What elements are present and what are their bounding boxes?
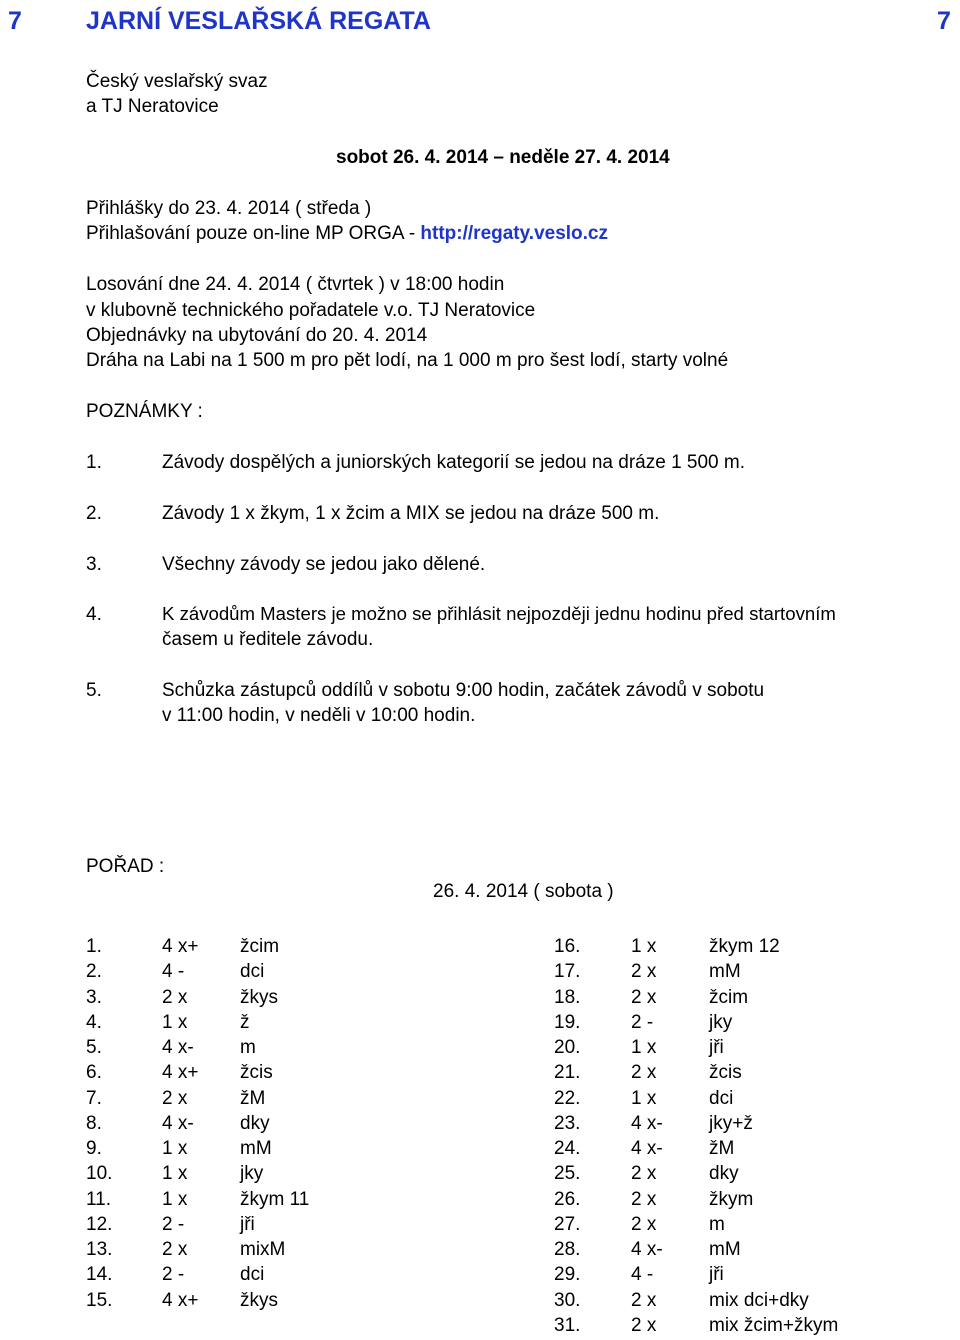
race-boat: 2 x: [162, 1087, 188, 1109]
race-category: mix žcim+žkym: [709, 1314, 839, 1336]
race-boat: 2 -: [162, 1264, 185, 1286]
race-number: 16.: [554, 936, 581, 957]
race-category: žkym: [709, 1188, 754, 1210]
draw-info-line-2: v klubovně technického pořadatele v.o. TJ Neratovice: [86, 300, 536, 321]
race-category: dci: [240, 961, 265, 983]
organizer-line-2: a TJ Neratovice: [86, 96, 219, 117]
race-category: m: [709, 1213, 725, 1235]
race-number: 5.: [86, 1037, 102, 1058]
note-text: Všechny závody se jedou jako dělené.: [162, 554, 486, 575]
race-category: mM: [240, 1138, 272, 1159]
race-number: 17.: [554, 961, 581, 983]
page-title: JARNÍ VESLAŘSKÁ REGATA: [86, 7, 431, 35]
race-number: 20.: [554, 1037, 581, 1058]
race-boat: 1 x: [162, 1163, 188, 1185]
race-boat: 2 x: [631, 1289, 657, 1311]
race-category: žkys: [240, 1289, 278, 1311]
registration-link[interactable]: http://regaty.veslo.cz: [420, 223, 609, 244]
race-number: 27.: [554, 1213, 581, 1235]
race-category: ž: [240, 1011, 250, 1033]
race-boat: 1 x: [162, 1188, 188, 1210]
race-boat: 4 x-: [631, 1138, 663, 1159]
race-number: 28.: [554, 1239, 581, 1260]
race-category: žcis: [240, 1062, 273, 1084]
race-boat: 4 x-: [631, 1239, 663, 1260]
race-boat: 4 x-: [162, 1037, 194, 1058]
race-number: 8.: [86, 1112, 102, 1134]
race-category: žcim: [240, 936, 280, 957]
race-boat: 4 x+: [162, 1289, 199, 1311]
race-category: žcim: [709, 986, 749, 1008]
race-category: dci: [240, 1264, 265, 1286]
race-boat: 2 x: [162, 1239, 188, 1260]
organizer-line-1: Český veslařský svaz: [86, 71, 268, 92]
notes-heading: POZNÁMKY :: [86, 401, 203, 422]
race-category: dky: [240, 1112, 270, 1134]
race-category: jři: [709, 1037, 724, 1058]
page-number-left: 7: [8, 7, 22, 35]
note-number: 4.: [86, 604, 102, 625]
race-number: 25.: [554, 1163, 581, 1185]
race-boat: 2 x: [631, 1213, 657, 1235]
race-number: 7.: [86, 1087, 102, 1109]
race-boat: 4 x+: [162, 936, 199, 957]
note-number: 2.: [86, 503, 102, 524]
race-number: 29.: [554, 1264, 581, 1286]
entries-deadline: Přihlášky do 23. 4. 2014 ( středa ): [86, 198, 372, 219]
race-category: dky: [709, 1163, 739, 1185]
race-boat: 4 x-: [162, 1112, 194, 1134]
race-category: žM: [240, 1087, 266, 1109]
race-category: m: [240, 1037, 256, 1058]
race-number: 1.: [86, 936, 102, 957]
race-number: 14.: [86, 1264, 113, 1286]
race-number: 23.: [554, 1112, 581, 1134]
race-category: žM: [709, 1138, 735, 1159]
race-number: 18.: [554, 986, 581, 1008]
race-boat: 2 -: [162, 1213, 185, 1235]
race-number: 4.: [86, 1011, 102, 1033]
race-number: 15.: [86, 1289, 113, 1311]
race-number: 26.: [554, 1188, 581, 1210]
program-heading: POŘAD :: [86, 856, 165, 877]
race-number: 19.: [554, 1011, 581, 1033]
race-boat: 2 x: [162, 986, 188, 1008]
race-boat: 4 x+: [162, 1062, 199, 1084]
note-number: 5.: [86, 680, 102, 701]
note-text: Schůzka zástupců oddílů v sobotu 9:00 hodin, začátek závodů v sobotu: [162, 680, 765, 701]
race-boat: 1 x: [631, 1037, 657, 1058]
race-category: žkys: [240, 986, 278, 1008]
race-category: žcis: [709, 1062, 742, 1084]
race-number: 13.: [86, 1239, 113, 1260]
online-registration-text: Přihlašování pouze on-line MP ORGA -: [86, 223, 421, 244]
note-text: K závodům Masters je možno se přihlásit nejpozději jednu hodinu před startovním: [162, 603, 836, 624]
course-info: Dráha na Labi na 1 500 m pro pět lodí, na 1 000 m pro šest lodí, starty volné: [86, 350, 729, 371]
race-boat: 1 x: [162, 1138, 188, 1159]
race-number: 30.: [554, 1289, 581, 1311]
note-text: v 11:00 hodin, v neděli v 10:00 hodin.: [162, 705, 476, 726]
draw-info-line-1: Losování dne 24. 4. 2014 ( čtvrtek ) v 18:00 hodin: [86, 274, 505, 295]
race-number: 12.: [86, 1213, 113, 1235]
race-number: 24.: [554, 1138, 581, 1159]
program-day: 26. 4. 2014 ( sobota ): [433, 881, 614, 902]
race-category: jři: [709, 1264, 724, 1286]
race-category: jři: [240, 1213, 255, 1235]
race-boat: 1 x: [631, 1087, 657, 1109]
note-number: 1.: [86, 452, 102, 473]
race-category: jky: [709, 1011, 733, 1033]
race-number: 3.: [86, 986, 102, 1008]
race-category: dci: [709, 1087, 734, 1109]
race-category: mM: [709, 1239, 741, 1260]
race-category: žkym 11: [240, 1188, 310, 1210]
race-number: 9.: [86, 1138, 102, 1159]
online-registration: [86, 224, 608, 243]
race-boat: 1 x: [631, 936, 657, 957]
race-number: 11.: [86, 1188, 112, 1210]
race-category: mixM: [240, 1239, 286, 1260]
page-number-right: 7: [937, 7, 951, 35]
race-boat: 2 x: [631, 961, 657, 983]
race-number: 21.: [554, 1062, 581, 1084]
race-boat: 2 -: [631, 1011, 654, 1033]
race-boat: 1 x: [162, 1011, 188, 1033]
race-boat: 2 x: [631, 1163, 657, 1185]
race-category: mix dci+dky: [709, 1289, 809, 1311]
race-boat: 2 x: [631, 1062, 657, 1084]
event-dates: sobot 26. 4. 2014 – neděle 27. 4. 2014: [336, 147, 670, 168]
race-number: 2.: [86, 961, 102, 983]
race-number: 31.: [554, 1314, 581, 1336]
race-boat: 2 x: [631, 1188, 657, 1210]
race-category: mM: [709, 961, 741, 983]
race-boat: 2 x: [631, 1314, 657, 1336]
race-boat: 4 x-: [631, 1112, 663, 1134]
race-boat: 2 x: [631, 986, 657, 1008]
race-boat: 4 -: [162, 961, 185, 983]
race-number: 6.: [86, 1062, 102, 1084]
accommodation-deadline: Objednávky na ubytování do 20. 4. 2014: [86, 325, 428, 346]
race-category: jky: [240, 1163, 264, 1185]
note-text: časem u ředitele závodu.: [162, 629, 374, 650]
race-category: žkym 12: [709, 936, 780, 957]
race-boat: 4 -: [631, 1264, 654, 1286]
note-text: Závody 1 x žkym, 1 x žcim a MIX se jedou na dráze 500 m.: [162, 503, 660, 524]
race-number: 22.: [554, 1087, 581, 1109]
race-category: jky+ž: [709, 1112, 753, 1134]
race-number: 10.: [86, 1163, 113, 1185]
note-number: 3.: [86, 554, 102, 575]
note-text: Závody dospělých a juniorských kategorií se jedou na dráze 1 500 m.: [162, 452, 745, 473]
